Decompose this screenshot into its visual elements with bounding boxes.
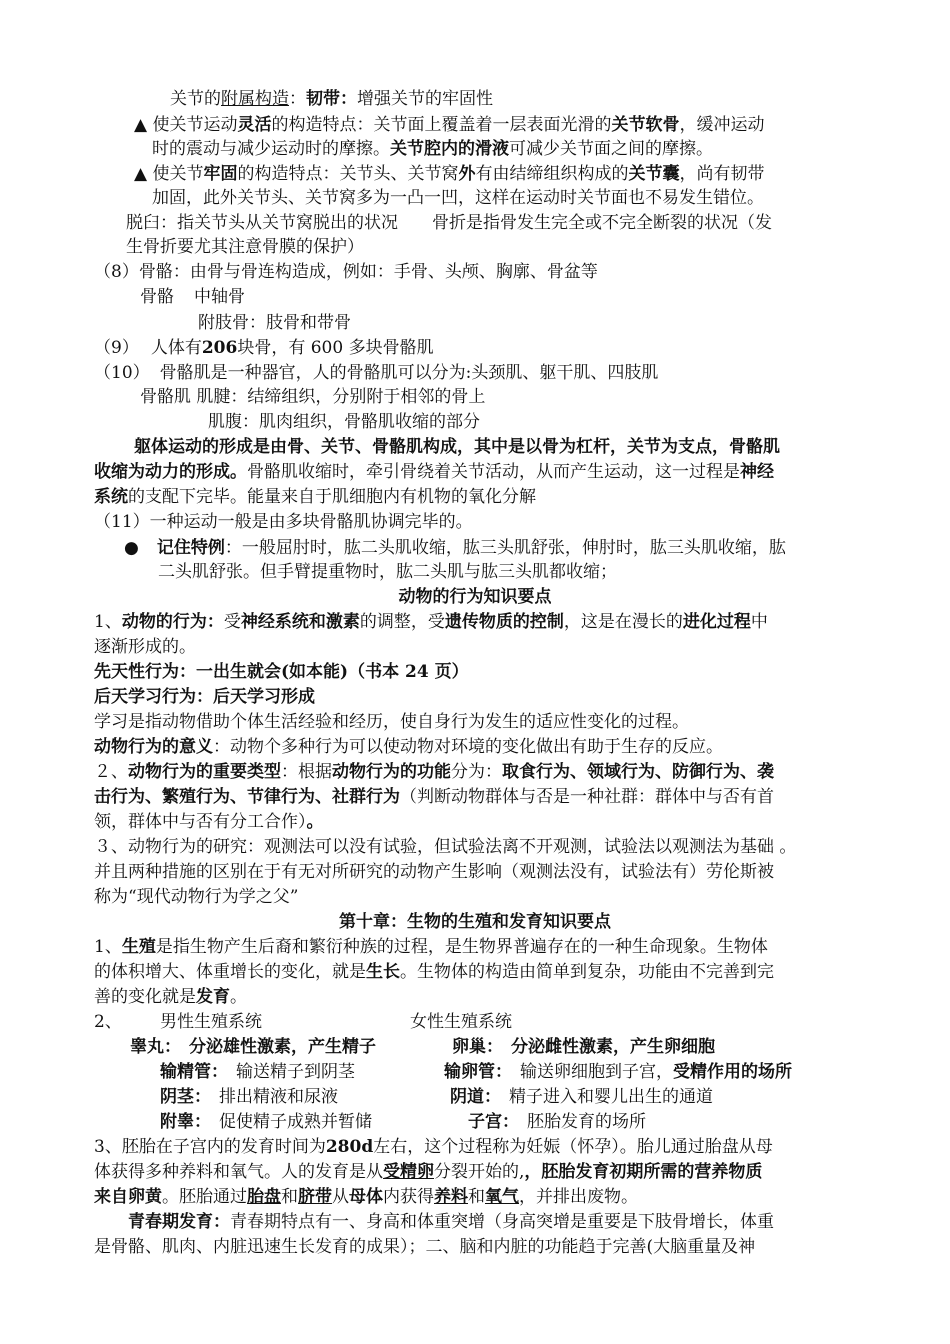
line-behavior-2: ２、动物行为的重要类型：根据动物行为的功能分为：取食行为、领域行为、防御行为、袭 [94, 762, 774, 782]
line-accessory-structure: 关节的附属构造：韧带：增强关节的牢固性 [170, 89, 493, 109]
line-item-9: （9） 人体有206块骨，有 600 多块骨骼肌 [94, 338, 434, 358]
label-female-system: 女性生殖系统 [410, 1012, 512, 1032]
line-skeleton-appendicular: 附肢骨：肢骨和带骨 [198, 313, 351, 333]
line-special-case-cont: 二头肌舒张。但手臂提重物时，肱二头肌与肱三头肌都收缩； [158, 562, 617, 582]
line-reproduction-1: 1、生殖是指生物产生后裔和繁衍种族的过程，是生物界普遍存在的一种生命现象。生物体 [94, 937, 768, 957]
line-behavior-3-cont: 并且两种措施的区别在于有无对所研究的动物产生影响（观测法没有，试验法有）劳伦斯被 [94, 862, 774, 882]
line-learned-behavior: 后天学习行为：后天学习形成 [94, 687, 315, 707]
line-behavior-1: 1、动物的行为：受神经系统和激素的调整，受遗传物质的控制，这是在漫长的进化过程中 [94, 612, 768, 632]
line-behavior-2-end: 领，群体中与否有分工合作）。 [94, 812, 324, 832]
row-vas-deferens: 输精管： 输送精子到阴茎 [160, 1062, 355, 1082]
row-vagina: 阴道： 精子进入和婴儿出生的通道 [450, 1087, 713, 1107]
line-learning-definition: 学习是指动物借助个体生活经验和经历，使自身行为发生的适应性变化的过程。 [94, 712, 689, 732]
line-dislocation: 脱臼：指关节头从关节窝脱出的状况 骨折是指骨发生完全或不完全断裂的状况（发 [126, 213, 772, 233]
row-oviduct: 输卵管： 输送卵细胞到子宫，受精作用的场所 [444, 1062, 792, 1082]
line-body-movement-cont: 收缩为动力的形成。骨骼肌收缩时，牵引骨绕着关节活动，从而产生运动，这一过程是神经 [94, 462, 774, 482]
line-reproduction-1-cont: 的体积增大、体重增长的变化，就是生长。生物体的构造由简单到复杂，功能由不完善到完 [94, 962, 774, 982]
line-behavior-3: ３、动物行为的研究：观测法可以没有试验，但试验法离不开观测，试验法以观测法为基础 。 [94, 837, 797, 857]
row-testis: 睾丸： 分泌雄性激素，产生精子 [130, 1037, 376, 1057]
line-behavior-3-end: 称为“现代动物行为学之父” [94, 887, 299, 907]
line-innate-behavior: 先天性行为：一出生就会(如本能)（书本 24 页） [94, 662, 469, 682]
bullet-icon: ● [124, 538, 139, 558]
line-reproductive-systems: 2、 [94, 1012, 122, 1032]
line-muscle-belly: 肌腹：肌肉组织，骨骼肌收缩的部分 [208, 412, 480, 432]
line-flexibility-cont: 时的震动与减少运动时的摩擦。关节腔内的滑液可减少关节面之间的摩擦。 [152, 139, 713, 159]
line-item-11: （11）一种运动一般是由多块骨骼肌协调完毕的。 [94, 512, 473, 532]
line-body-movement: 躯体运动的形成是由骨、关节、骨骼肌构成，其中是以骨为杠杆，关节为支点，骨骼肌 [134, 437, 780, 457]
section-heading-animal-behavior: 动物的行为知识要点 [398, 587, 552, 607]
line-flexibility: ▲ 使关节运动灵活的构造特点：关节面上覆盖着一层表面光滑的关节软骨，缓冲运动 [134, 115, 765, 135]
line-firmness-cont: 加固，此外关节头、关节窝多为一凸一凹，这样在运动时关节面也不易发生错位。 [152, 188, 764, 208]
row-uterus: 子宫： 胚胎发育的场所 [468, 1112, 646, 1132]
line-special-case: ● 记住特例：一般屈肘时，肱二头肌收缩，肱三头肌舒张，伸肘时，肱三头肌收缩，肱 [124, 538, 786, 558]
line-embryo-3-end: 来自卵黄。胚胎通过胎盘和脐带从母体内获得养料和氧气，并排出废物。 [94, 1187, 638, 1207]
section-heading-chapter-10: 第十章：生物的生殖和发育知识要点 [339, 912, 611, 932]
line-fracture-cont: 生骨折要尤其注意骨膜的保护） [126, 237, 364, 257]
line-tendon: 骨骼肌 肌腱：结缔组织，分别附于相邻的骨上 [140, 387, 486, 407]
line-item-10: （10） 骨骼肌是一种器官，人的骨骼肌可以分为:头颈肌、躯干肌、四肢肌 [94, 363, 659, 383]
line-puberty-cont: 是骨骼、肌肉、内脏迅速生长发育的成果）；二、脑和内脏的功能趋于完善(大脑重量及神 [94, 1237, 756, 1257]
row-epididymis: 附睾： 促使精子成熟并暂储 [160, 1112, 372, 1132]
label-male-system: 男性生殖系统 [160, 1012, 262, 1032]
line-behavior-1-cont: 逐渐形成的。 [94, 637, 196, 657]
row-ovary: 卵巢： 分泌雌性激素，产生卵细胞 [452, 1037, 715, 1057]
row-penis: 阴茎： 排出精液和尿液 [160, 1087, 338, 1107]
line-body-movement-end: 系统的支配下完毕。能量来自于肌细胞内有机物的氧化分解 [94, 487, 536, 507]
line-firmness: ▲ 使关节牢固的构造特点：关节头、关节窝外有由结缔组织构成的关节囊，尚有韧带 [134, 164, 765, 184]
line-reproduction-1-end: 善的变化就是发育。 [94, 987, 247, 1007]
line-skeleton-axial: 骨骼 中轴骨 [140, 287, 245, 307]
line-behavior-meaning: 动物行为的意义：动物个多种行为可以使动物对环境的变化做出有助于生存的反应。 [94, 737, 723, 757]
line-behavior-2-cont: 击行为、繁殖行为、节律行为、社群行为（判断动物群体与否是一种社群：群体中与否有首 [94, 787, 774, 807]
line-embryo-3: 3、胚胎在子宫内的发育时间为280d左右，这个过程称为妊娠（怀孕）。胎儿通过胎盘从母 [94, 1137, 773, 1157]
line-puberty: 青春期发育：青春期特点有一、身高和体重突增（身高突增是重要是下肢骨增长，体重 [128, 1212, 774, 1232]
line-item-8: （8）骨骼：由骨与骨连构造成，例如：手骨、头颅、胸廓、骨盆等 [94, 262, 598, 282]
line-embryo-3-cont: 体获得多种养料和氧气。人的发育是从受精卵分裂开始的,，胚胎发育初期所需的营养物质 [94, 1162, 763, 1182]
